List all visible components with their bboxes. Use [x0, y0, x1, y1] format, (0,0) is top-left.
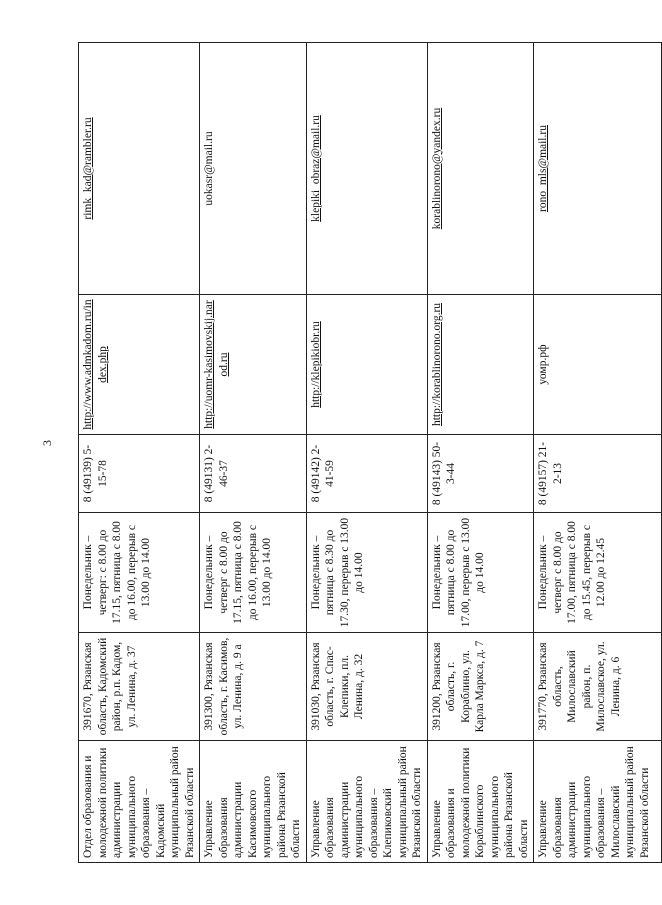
hours-cell: Понедельник – четверг с 8.00 до 17.00, пятница с 8.00 до 15.45, перерыв с 12.00 до 12.45 — [534, 513, 662, 633]
org-name-cell: Управление образования администрации муниципального образования – Милославский муниципальный район Рязанской области — [534, 741, 662, 863]
contacts-table — [78, 42, 662, 863]
phone-cell: 8 (49131) 2-46-37 — [200, 435, 307, 513]
page-number: 3 — [40, 440, 54, 446]
hours-cell: Понедельник – пятница с 8.00 до 17.00, перерыв с 13.00 до 14.00 — [427, 513, 534, 633]
hours-cell: Понедельник – пятница с 8.30 до 17.30, перерыв с 13.00 до 14.00 — [306, 513, 427, 633]
website-link[interactable]: http://uomr-kasimovskij.narod.ru — [203, 300, 230, 429]
website-link[interactable]: http://klepikiobr.ru — [309, 321, 322, 408]
table-row — [534, 43, 662, 863]
hours-cell: Понедельник – четверг с 8.00 до 17.15, пятница с 8.00 до 16.00, перерыв с 13.00 до 14.00 — [200, 513, 307, 633]
email-link[interactable]: korablinorono@yandex.ru — [430, 107, 443, 230]
org-name-cell: Управление образования администрации муниципального образования – Клепиковский муниципальный район Рязанской области — [306, 741, 427, 863]
address-cell: 391200, Рязанская область, г. Кораблино, ул. Карла Маркса, д. 7 — [427, 633, 534, 741]
website-text: уомр.рф — [537, 344, 549, 385]
website-link[interactable]: http://www.admkadom.ru/index.php — [82, 299, 109, 430]
hours-cell: Понедельник – четверг: с 8.00 до 17.15, пятница с 8.00 до 16.00, перерыв с 13.00 до 14.00 — [79, 513, 200, 633]
org-name-cell: Отдел образования и молодежной политики администрации муниципального образования – Кадомский муниципальный район Рязанской области — [79, 741, 200, 863]
website-link[interactable]: http://korablinorono.org.ru — [430, 302, 443, 427]
phone-cell: 8 (49143) 50-3-44 — [427, 435, 534, 513]
org-name-cell: Управление образования администрации Касимовского муниципального района Рязанской области — [200, 741, 307, 863]
address-cell: 391670, Рязанская область, Кадомский район, р.п. Кадом, ул. Ленина, д. 37 — [79, 633, 200, 741]
address-cell: 391300, Рязанская область, г. Касимов, ул. Ленина, д. 9 а — [200, 633, 307, 741]
table-row — [427, 43, 534, 863]
phone-cell: 8 (49157) 21-2-13 — [534, 435, 662, 513]
address-cell: 391770, Рязанская область, Милославский район, п. Милославское, ул. Ленина, д. 6 — [534, 633, 662, 741]
phone-cell: 8 (49142) 2-41-59 — [306, 435, 427, 513]
org-name-cell: Управление образования и молодежной политики Кораблинского муниципального района Рязанской области — [427, 741, 534, 863]
email-link[interactable]: rimk_kad@rambler.ru — [82, 117, 94, 220]
table-row — [79, 43, 200, 863]
table-row — [306, 43, 427, 863]
table-row — [200, 43, 307, 863]
phone-cell: 8 (49139) 5-15-78 — [79, 435, 200, 513]
email-link[interactable]: rono_mls@mail.ru — [537, 125, 549, 212]
email-text: uokasr@mail.ru — [203, 131, 215, 206]
address-cell: 391030, Рязанская область, г. Спас-Клепики, пл. Ленина, д. 32 — [306, 633, 427, 741]
rotated-page — [78, 43, 651, 863]
email-link[interactable]: klepiki_obraz@mail.ru — [309, 115, 322, 222]
